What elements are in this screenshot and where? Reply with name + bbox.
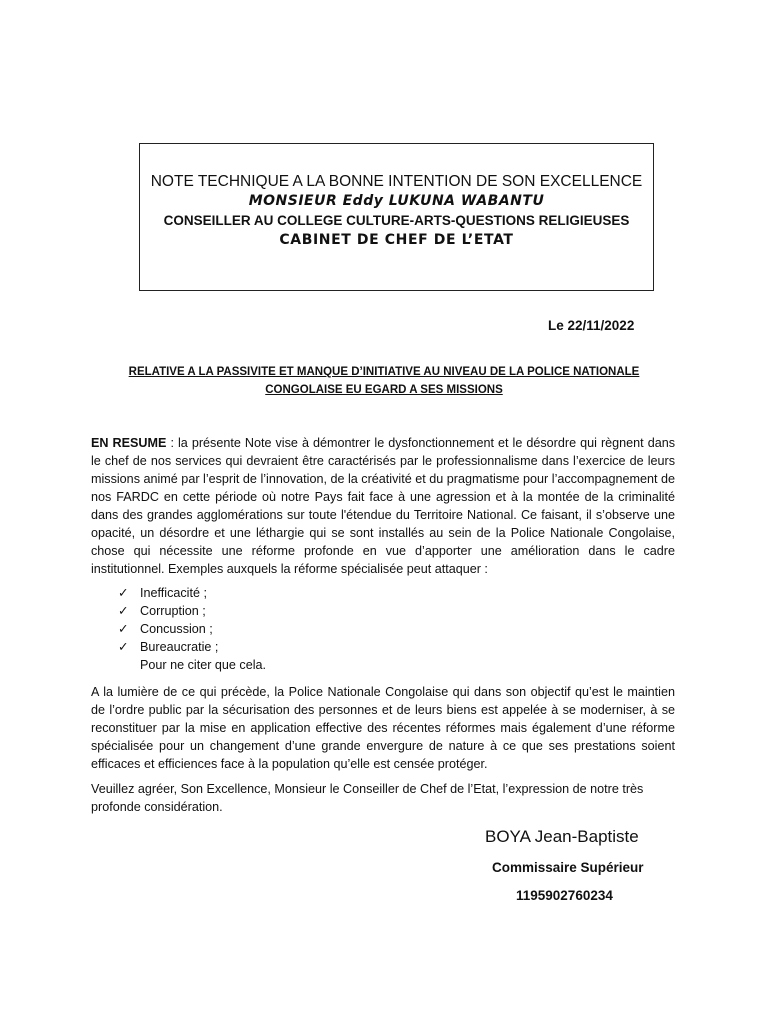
header-title: NOTE TECHNIQUE A LA BONNE INTENTION DE SON EXCELLENCE <box>150 173 643 190</box>
checkmark-icon: ✓ <box>118 622 129 636</box>
closing-paragraph: Veuillez agréer, Son Excellence, Monsieur le Conseiller de Chef de l’Etat, l’expression de notre très profonde considération. <box>91 782 644 814</box>
checkmark-icon: ✓ <box>118 640 129 654</box>
summary-paragraph <box>91 434 675 578</box>
list-item <box>118 620 266 638</box>
body-paragraph: A la lumière de ce qui précède, la Police Nationale Congolaise qui dans son objectif qu’est le maintien de l’ordre public par la sécurisation des personnes et de leurs biens est appelée à se moderniser, à se reconstituer par la mise en application effective des récentes réformes mais également d’une réforme spécialisée pour un changement d’une grande envergure de nature à ce que ses prestations soient efficaces et efficiences face à la population qu’elle est censée protéger. <box>91 685 675 771</box>
subject-line: RELATIVE A LA PASSIVITE ET MANQUE D’INITIATIVE AU NIVEAU DE LA POLICE NATIONALE CONGOLAISE EU EGARD A SES MISSIONS <box>128 366 640 396</box>
list-item <box>118 584 266 602</box>
summary-text: : la présente Note vise à démontrer le dysfonctionnement et le désordre qui règnent dans le chef de nos services qui devraient être caractérisés par le professionnalisme dans l’exercice de leurs missions animé par l’esprit de l’innovation, de la créativité et du pragmatisme pour l’accompagnement de nos FARDC en cette période où notre Pays fait face à une agression et à la montée de la criminalité dans des grandes agglomérations sur toute l'étendue du Territoire National. Ce faisant, il s’observe une opacité, un désordre et une léthargie qui se sont installés au sein de la Police Nationale Congolaise, chose qui nécessite une réforme profonde en vue d’apporter une amélioration dans le cadre institutionnel. Exemples auxquels la réforme spécialisée peut attaquer : <box>91 436 676 576</box>
examples-list <box>118 584 266 674</box>
checkmark-icon: ✓ <box>118 586 129 600</box>
header-box <box>139 143 654 291</box>
list-item-text: Bureaucratie ; <box>140 640 219 654</box>
list-item <box>118 638 266 656</box>
list-item-text: Corruption ; <box>140 604 206 618</box>
list-item <box>118 602 266 620</box>
checkmark-icon: ✓ <box>118 604 129 618</box>
header-office: CABINET DE CHEF DE L’ETAT <box>279 232 514 248</box>
header-recipient-role: CONSEILLER AU COLLEGE CULTURE-ARTS-QUESTIONS RELIGIEUSES <box>163 213 630 228</box>
header-recipient: MONSIEUR Eddy LUKUNA WABANTU <box>248 193 545 209</box>
signatory-rank: Commissaire Supérieur <box>492 860 644 875</box>
signatory-id: 1195902760234 <box>516 888 613 903</box>
summary-label: EN RESUME <box>91 436 167 450</box>
list-item-text: Concussion ; <box>140 622 213 636</box>
list-item-text: Inefficacité ; <box>140 586 207 600</box>
signatory-name: BOYA Jean-Baptiste <box>485 827 639 846</box>
examples-note: Pour ne citer que cela. <box>140 658 267 672</box>
document-date: Le 22/11/2022 <box>548 318 635 333</box>
